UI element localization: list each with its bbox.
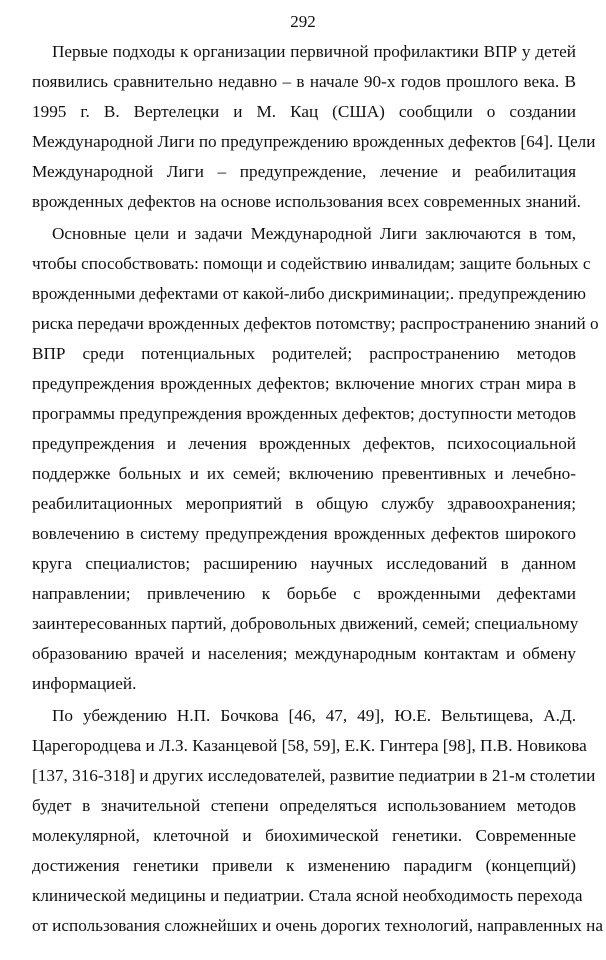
paragraph-2-line-7: программы предупреждения врожденных дефектов; доступности методов [32, 404, 576, 423]
paragraph-2-line-3: врожденными дефектами от какой-либо дискриминации;. предупреждению [32, 284, 586, 303]
paragraph-2-line-5: ВПР среди потенциальных родителей; распространению методов [32, 344, 576, 363]
paragraph-1-line-5: Международной Лиги – предупреждение, лечение и реабилитация [32, 162, 576, 181]
paragraph-2-line-11: вовлечению в систему предупреждения врожденных дефектов широкого [32, 524, 576, 543]
paragraph-2-line-6: предупреждения врожденных дефектов; включение многих стран мира в [32, 374, 576, 393]
paragraph-3-line-2: Царегородцева и Л.З. Казанцевой [58, 59], Е.К. Гинтера [98], П.В. Новикова [32, 736, 587, 755]
page-number: 292 [290, 12, 316, 31]
paragraph-2-line-4: риска передачи врожденных дефектов потомству; распространению знаний о [32, 314, 599, 333]
paragraph-2-line-13: направлении; привлечению к борьбе с врожденными дефектами [32, 584, 576, 603]
paragraph-2-line-15: образованию врачей и населения; международным контактам и обмену [32, 644, 576, 663]
paragraph-2-line-12: круга специалистов; расширению научных исследований в данном [32, 554, 576, 573]
paragraph-2-line-2: чтобы способствовать: помощи и содействию инвалидам; защите больных с [32, 254, 591, 273]
paragraph-3-line-3: [137, 316-318] и других исследователей, развитие педиатрии в 21-м столетии [32, 766, 596, 785]
paragraph-2-line-9: поддержке больных и их семей; включению превентивных и лечебно- [32, 464, 576, 483]
paragraph-1-line-1: Первые подходы к организации первичной профилактики ВПР у детей [52, 42, 576, 61]
paragraph-3-line-5: молекулярной, клеточной и биохимической генетики. Современные [32, 826, 576, 845]
paragraph-3-line-8: от использования сложнейших и очень дорогих технологий, направленных на [32, 916, 603, 935]
paragraph-3-line-6: достижения генетики привели к изменению парадигм (концепций) [32, 856, 576, 875]
paragraph-2-line-8: предупреждения и лечения врожденных дефектов, психосоциальной [32, 434, 576, 453]
paragraph-3-line-1: По убеждению Н.П. Бочкова [46, 47, 49], Ю.Е. Вельтищева, А.Д. [52, 706, 576, 725]
paragraph-3-line-7: клинической медицины и педиатрии. Стала ясной необходимость перехода [32, 886, 583, 905]
paragraph-1-line-4: Международной Лиги по предупреждению врожденных дефектов [64]. Цели [32, 132, 596, 151]
paragraph-2-line-10: реабилитационных мероприятий в общую службу здравоохранения; [32, 494, 576, 513]
paragraph-2-line-16: информацией. [32, 674, 137, 693]
paragraph-2-line-14: заинтересованных партий, добровольных движений, семей; специальному [32, 614, 579, 633]
paragraph-2-line-1: Основные цели и задачи Международной Лиги заключаются в том, [52, 224, 576, 243]
paragraph-1-line-3: 1995 г. В. Вертелецки и М. Кац (США) сообщили о создании [32, 102, 576, 121]
paragraph-1-line-2: появились сравнительно недавно – в начале 90-х годов прошлого века. В [32, 72, 576, 91]
paragraph-3-line-4: будет в значительной степени определяться использованием методов [32, 796, 576, 815]
paragraph-1-line-6: врожденных дефектов на основе использования всех современных знаний. [32, 192, 581, 211]
